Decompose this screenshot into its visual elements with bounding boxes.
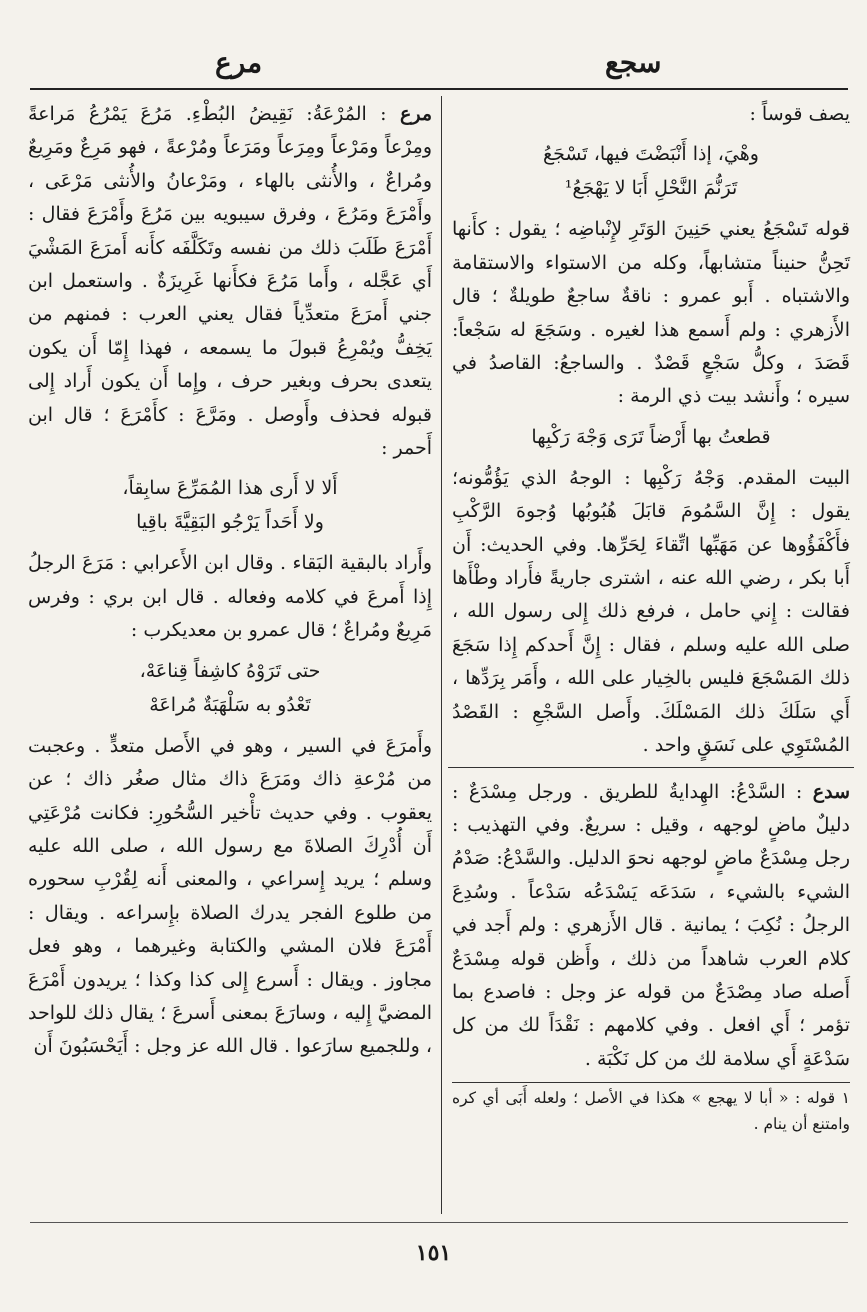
right-column — [452, 98, 850, 1137]
verse-block — [28, 654, 432, 722]
paragraph: قوله تَسْجَعُ يعني حَنِينَ الوَتَرِ لإِنْباضِه ؛ يقول : كأَنها تَحِنُّ حنيناً متشابهاً، وكله من الاستواء والاستقامة والاشتباه . أَبو عمرو : ناقةٌ ساجعٌ طويلةٌ ؛ قال الأَزهري : ولم أَسمع هذا لغيره . وسَجَعَ له سَجْعاً: قَصَدَ ، وكلُّ سَجْعٍ قَصْدٌ . والساجعُ: القاصدُ في سيره ؛ وأَنشد بيت ذي الرمة : — [452, 218, 850, 408]
paragraph: وأَراد بالبقية البَقاء . وقال ابن الأَعرابي : مَرَعَ الرجلُ إِذا أَمرعَ في كلامه وفعاله . قال ابن بري : وفرس مَرِيعٌ ومُراعٌ ؛ قال عمرو بن معديكرب : — [28, 552, 432, 642]
left-column — [28, 98, 432, 1064]
entry — [28, 98, 432, 465]
running-header-left: مرع — [215, 46, 263, 79]
column-divider — [441, 96, 442, 1214]
page-number: ١٥١ — [415, 1240, 452, 1266]
paragraph: البيت المقدم. وَجْهُ رَكْبِها : الوجهُ الذي يَؤُمُّونه؛ يقول : إِنَّ السَّمُومَ قابَلَ هُبُوبُها وُجوهَ الرَّكْبِ فأَكْفَؤُوها عن مَهَبِّها اتِّقاءَ لِحَرِّها. وفي الحديث: أَن أَبا بكر ، رضي الله عنه ، اشترى جاريةً فأَراد وطْأَها فقالت : إِني حامل ، فرفع ذلك إِلى رسول الله ، صلى الله عليه وسلم ، فقال : إِنَّ أَحدكم إِذا سَجَعَ ذلك المَسْجَعَ فليس بالخِيار على الله ، وأَمَر بِرَدِّها ، أَي سَلَكَ ذلك المَسْلَكَ. وأَصل السَّجْعِ : القَصْدُ المُسْتَوِي على نَسَقٍ واحد . — [452, 466, 850, 757]
verse-line: تَرَنُّمَ النَّحْلِ أَبَا لا يَهْجَعُ¹ — [564, 177, 738, 200]
entry-headword: سدع — [812, 780, 850, 803]
verse-line: قطعتُ بها أَرْضاً تَرَى وَجْهَ رَكْبِها — [531, 425, 771, 448]
footer-rule — [30, 1222, 848, 1223]
header-rule — [30, 88, 848, 90]
verse-line: حتى تَرَوْهُ كاشِفاً قِناعَهْ، — [139, 659, 321, 682]
verse-block — [452, 420, 850, 454]
verse-line: ولا أَحَداً يَرْجُو البَقِيَّةَ باقِيا — [136, 511, 324, 534]
running-header-right: سجع — [605, 46, 662, 79]
entry-text: : السَّدْعُ: الهِدايةُ للطريق . ورجل مِسْدَعٌ : دليلٌ ماضٍ لوجهه ، وقيل : سريعٌ. وفي التهذيب : رجل مِسْدَعٌ ماضٍ لوجهه نحوَ الدليل. والسَّدْعُ: صَدْمُ الشيء بالشيء ، سَدَعَه يَسْدَعُه سَدْعاً . وسُدِعَ الرجلُ : نُكِبَ ؛ يمانية . قال الأَزهري : ولم أَجد في كلام العرب شاهداً من ذلك ، وأَظن قوله مِسْدَعٌ أَصله صاد مِصْدَعٌ من قوله عز وجل : فاصدع بما تؤمر ؛ أَي افعل . وفي كلامهم : نَقْدَاً لك من كل سَدْعَةٍ أَي سلامة لك من كل نَكْبَة . — [452, 780, 850, 1070]
footnote-rule — [452, 1082, 850, 1083]
paragraph: : المُرْعَةُ: نَقِيضُ البُطْءِ. مَرُعَ يَمْرُعُ مَراعةً ومِرْعاً ومَرْعاً ومِرَعاً ومَرَعاً ومُرْعةً ، فهو مَرِعٌ ومَرِيعٌ ومُراعٌ ، والأُنثى بالهاء ، ومَرْعانُ والأُنثى مَرْعَى ، وأَمْرَعَ ومَرُعَ ، وفرق سيبويه بين مَرُعَ وأَمْرَعَ فقال : أَمْرَعَ طَلَبَ ذلك من نفسه وتَكَلَّفَه كأَنه أَمرَعَ المَشْيَ أَي عَجَّله ، وأَما مَرُعَ فكأَنها غَرِيزَةٌ . واستعمل ابن جني أَمرَعَ متعدِّياً فقال يعني العرب : فمنهم من يَخِفُّ ويُمْرِعُ قبولَ ما يسمعه ، فهذا إِمّا أَن يكون يتعدى بحرف وبغير حرف ، وإِما أَن يكون أَراد إِلى قبوله فحذف وأَوصل . ومَرَّعَ : كأَمْرَعَ ؛ قال ابن أَحمر : — [28, 103, 432, 460]
entry — [452, 776, 850, 1077]
footnote: ١ قوله : « أبا لا يهجع » هكذا في الأصل ؛ ولعله أَبَى أي كره وامتنع أن ينام . — [452, 1089, 850, 1134]
verse-block — [28, 471, 432, 539]
verse-line: وهْيَ، إذا أَنْبَضْتَ فيها، تَسْجَعُ — [543, 143, 759, 166]
entry-headword: مرع — [400, 103, 433, 125]
paragraph: وأَمرَعَ في السير ، وهو في الأَصل متعدٍّ . وعجبت من مُرْعةِ ذاك ومَرَعَ ذاك مثال صغُر ذاك ؛ عن يعقوب . وفي حديث تأْخير السُّحُورِ: فكانت مُرْعَتِي أَن أُدْرِكَ الصلاةَ مع رسول الله ، صلى الله عليه وسلم ؛ يريد إِسراعي ، والمعنى أَنه لِقُرْبِ سحوره من طلوع الفجر يدرك الصلاة بإِسراعه . ويقال : أَمْرَعَ فلان المشي والكتابة وغيرهما ، وهو فعل مجاوز . ويقال : أَسرع إِلى كذا وكذا ؛ يريدون أَمْرَعَ المضيَّ إِليه ، وسارَعَ بمعنى أَسرعَ ؛ يقال ذلك للواحد ، وللجميع سارَعوا . قال الله عز وجل : أَيَحْسَبُونَ أَن — [28, 734, 432, 1058]
verse-line: أَلا لا أَرى هذا المُمَرِّعَ سابِقاً، — [122, 477, 338, 500]
verse-line: تَعْدُو به سَلْهَبَةٌ مُراعَهْ — [149, 693, 311, 716]
entry-separator — [448, 767, 854, 768]
verse-block — [452, 137, 850, 205]
intro-line: يصف قوساً : — [749, 103, 850, 125]
